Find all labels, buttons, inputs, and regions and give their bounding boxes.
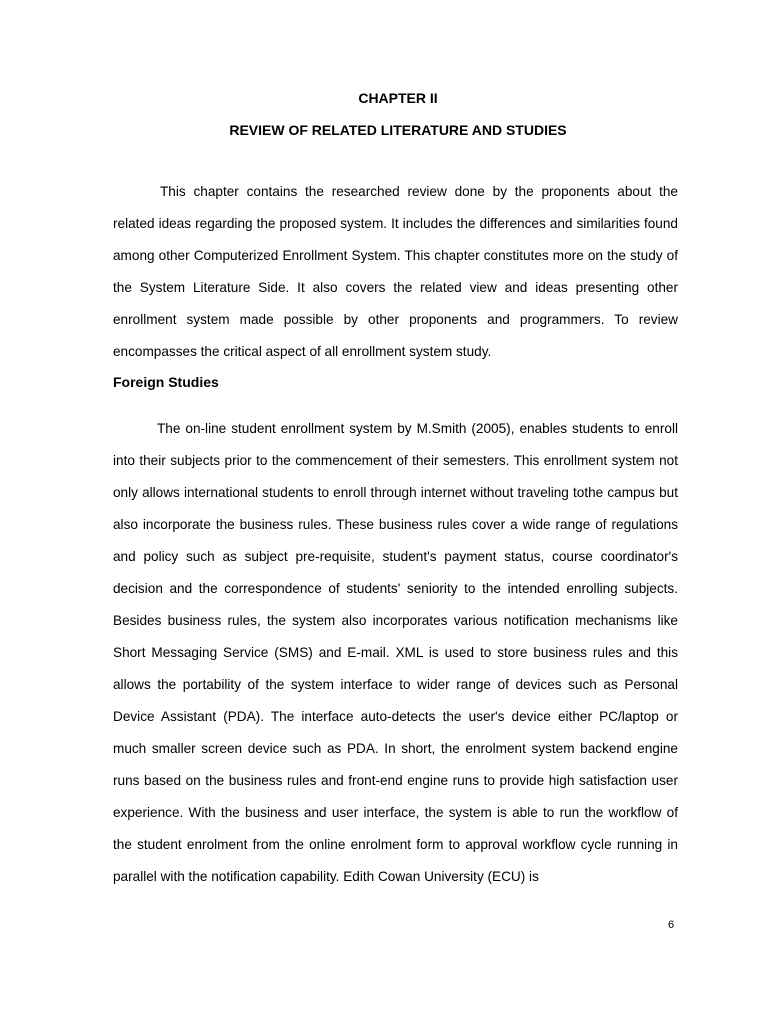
foreign-studies-paragraph-text: The on-line student enrollment system by M.Smith (2005), enables students to enroll into their subjects prior to the commencement of their semesters. This enrollment system not only allows international students to enroll through internet without traveling tothe campus but also incorporate the business rules. These business rules cover a wide range of regulations and policy such as subject pre-requisite, student's payment status, course coordinator's decision and the correspondence of students' seniority to the intended enrolling subjects. Besides business rules, the system also incorporates various notification mechanisms like Short Messaging Service (SMS) and E-mail. XML is used to store business rules and this allows the portability of the system interface to wider range of devices such as Personal Device Assistant (PDA). The interface auto-detects the user's device either PC/laptop or much smaller screen device such as PDA. In short, the enrolment system backend engine runs based on the business rules and front-end engine runs to provide high satisfaction user experience. With the business and user interface, the system is able to run the workflow of the student enrolment from the online enrolment form to approval workflow cycle running in parallel with the notification capability. Edith Cowan University (ECU) is xyxy=(113,421,678,884)
intro-paragraph-text: This chapter contains the researched review done by the proponents about the related ideas regarding the proposed system. It includes the differences and similarities found among other Computerized Enrollment System. This chapter constitutes more on the study of the System Literature Side. It also covers the related view and ideas presenting other enrollment system made possible by other proponents and programmers. To review encompasses the critical aspect of all enrollment system study. xyxy=(113,184,678,359)
chapter-title: CHAPTER II xyxy=(358,90,438,106)
foreign-studies-paragraph xyxy=(113,413,678,893)
chapter-subtitle: REVIEW OF RELATED LITERATURE AND STUDIES xyxy=(229,122,567,138)
section-heading-foreign-studies: Foreign Studies xyxy=(113,374,219,390)
intro-paragraph xyxy=(113,176,678,368)
page-number: 6 xyxy=(668,919,675,931)
